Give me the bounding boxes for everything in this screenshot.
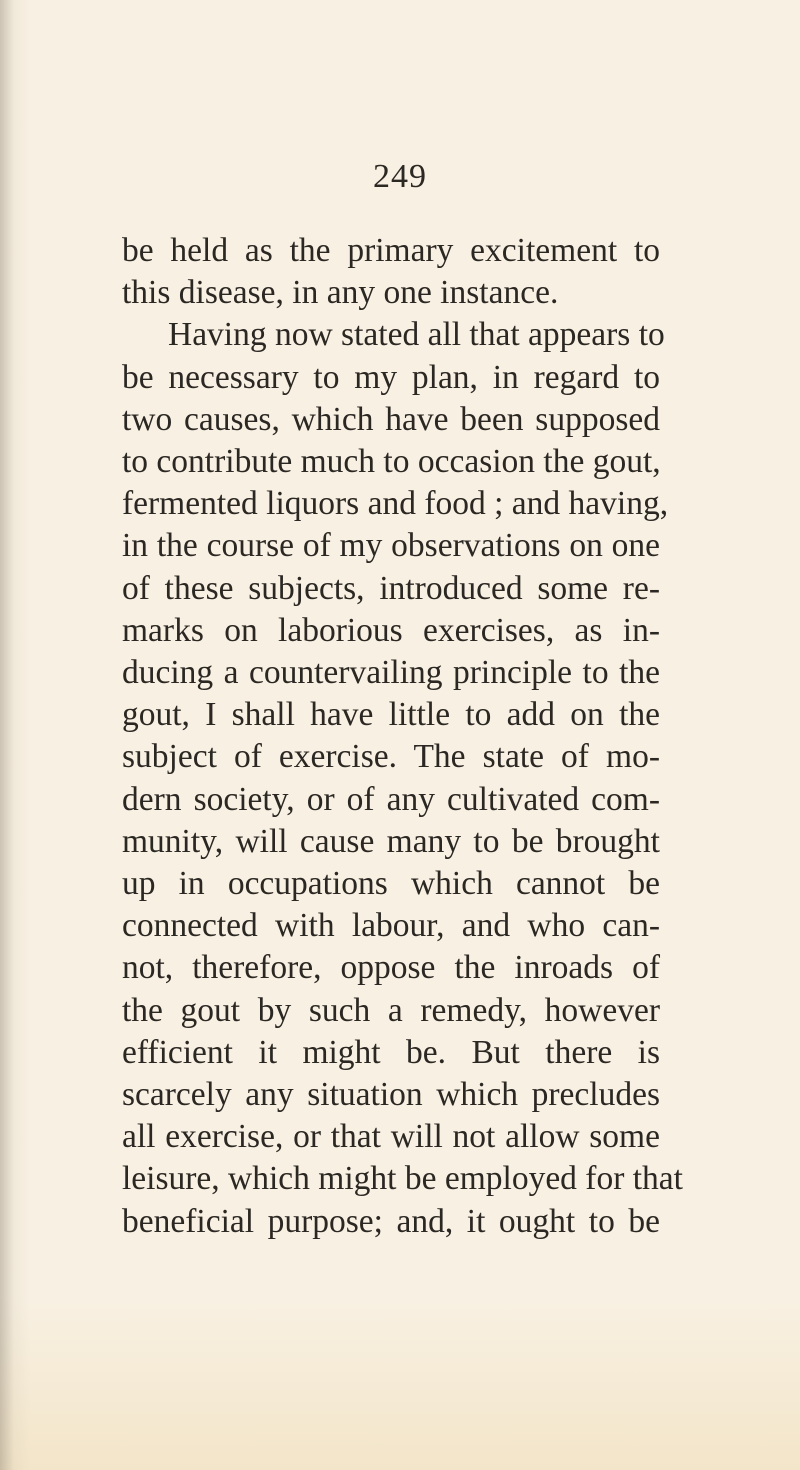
text-line: this disease, in any one instance.: [122, 274, 559, 312]
text-line: of these subjects, introduced some re-: [122, 569, 660, 607]
text-line: leisure, which might be employed for that: [122, 1160, 683, 1198]
text-line: be necessary to my plan, in regard to: [122, 358, 660, 396]
text-line: not, therefore, oppose the inroads of: [122, 949, 660, 987]
text-line: subject of exercise. The state of mo-: [122, 738, 660, 776]
text-line: be held as the primary excitement to: [122, 232, 660, 269]
text-line: gout, I shall have little to add on the: [122, 696, 660, 734]
text-line: two causes, which have been supposed: [122, 400, 660, 438]
text-line: beneficial purpose; and, it ought to be: [122, 1202, 660, 1240]
text-line: marks on laborious exercises, as in-: [122, 611, 660, 649]
text-line: up in occupations which cannot be: [122, 865, 660, 903]
text-line: to contribute much to occasion the gout,: [122, 443, 661, 481]
text-line: dern society, or of any cultivated com-: [122, 780, 660, 818]
text-line: efficient it might be. But there is: [122, 1033, 660, 1071]
text-line: connected with labour, and who can-: [122, 907, 660, 945]
text-line: fermented liquors and food ; and having,: [122, 485, 669, 523]
text-line: in the course of my observations on one: [122, 527, 660, 565]
text-line: all exercise, or that will not allow some: [122, 1118, 660, 1156]
text-line: scarcely any situation which precludes: [122, 1076, 660, 1114]
text-line: the gout by such a remedy, however: [122, 991, 660, 1029]
text-line: ducing a countervailing principle to the: [122, 654, 660, 692]
page-number: 249: [373, 158, 427, 195]
text-line: Having now stated all that appears to: [168, 316, 665, 354]
body-text: [122, 230, 683, 1243]
text-line: munity, will cause many to be brought: [122, 822, 660, 860]
